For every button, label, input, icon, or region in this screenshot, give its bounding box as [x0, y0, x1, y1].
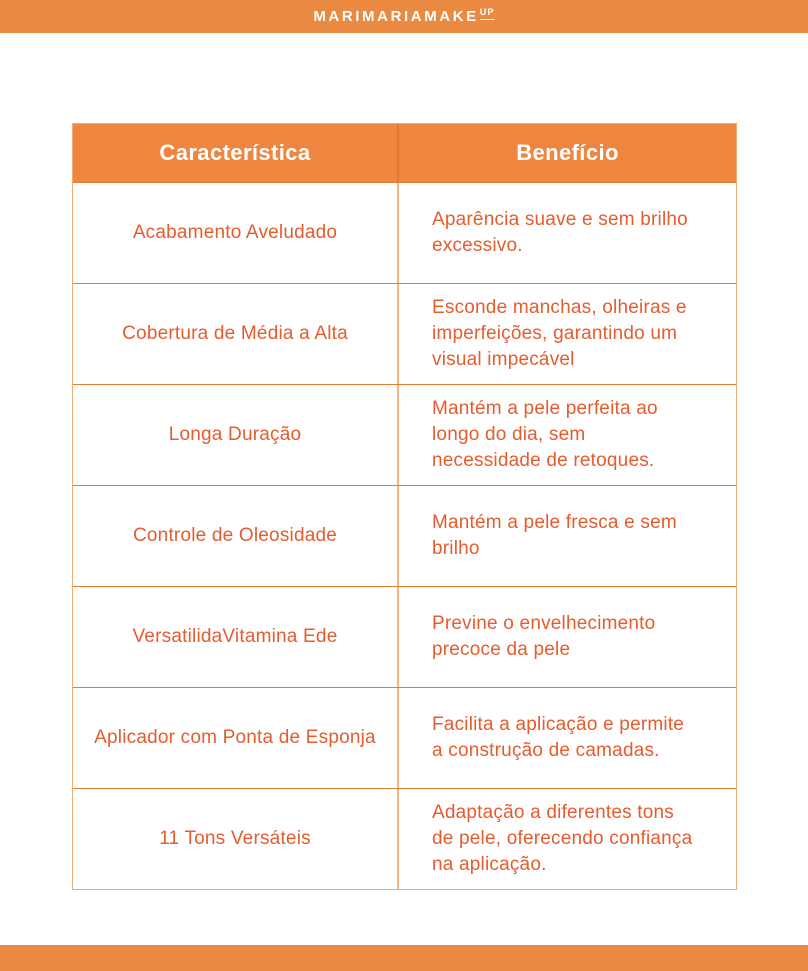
brand-logo — [313, 9, 494, 24]
feature-cell: Cobertura de Média a Alta — [73, 284, 399, 384]
table-row — [73, 586, 736, 687]
table-row — [73, 384, 736, 485]
feature-cell: Acabamento Aveludado — [73, 183, 399, 283]
brand-logo-up: UP — [480, 8, 495, 20]
feature-cell: 11 Tons Versáteis — [73, 789, 399, 889]
table-row — [73, 788, 736, 889]
feature-cell: VersatilidaVitamina Ede — [73, 587, 399, 687]
table-row — [73, 182, 736, 283]
table-row — [73, 687, 736, 788]
benefit-cell: Facilita a aplicação e permite a construção de camadas. — [432, 713, 685, 761]
table-row — [73, 283, 736, 384]
feature-benefit-table — [72, 123, 737, 890]
top-banner — [0, 0, 808, 33]
benefit-cell: Mantém a pele fresca e sem brilho — [432, 511, 677, 559]
benefit-cell: Mantém a pele perfeita ao longo do dia, sem necessidade de retoques. — [432, 397, 658, 472]
benefit-cell: Previne o envelhecimento precoce da pele — [432, 612, 656, 660]
feature-cell: Controle de Oleosidade — [73, 486, 399, 586]
benefit-cell: Adaptação a diferentes tons de pele, oferecendo confiança na aplicação. — [432, 801, 693, 876]
bottom-banner — [0, 945, 808, 971]
column-header-beneficio: Benefício — [399, 124, 736, 182]
benefit-cell: Aparência suave e sem brilho excessivo. — [432, 208, 688, 256]
column-header-caracteristica: Característica — [73, 124, 399, 182]
feature-cell: Longa Duração — [73, 385, 399, 485]
benefit-cell: Esconde manchas, olheiras e imperfeições, garantindo um visual impecável — [432, 296, 687, 371]
table-header-row — [73, 124, 736, 182]
brand-logo-text: MARIMARIAMAKE — [313, 8, 479, 25]
table-row — [73, 485, 736, 586]
feature-cell: Aplicador com Ponta de Esponja — [73, 688, 399, 788]
